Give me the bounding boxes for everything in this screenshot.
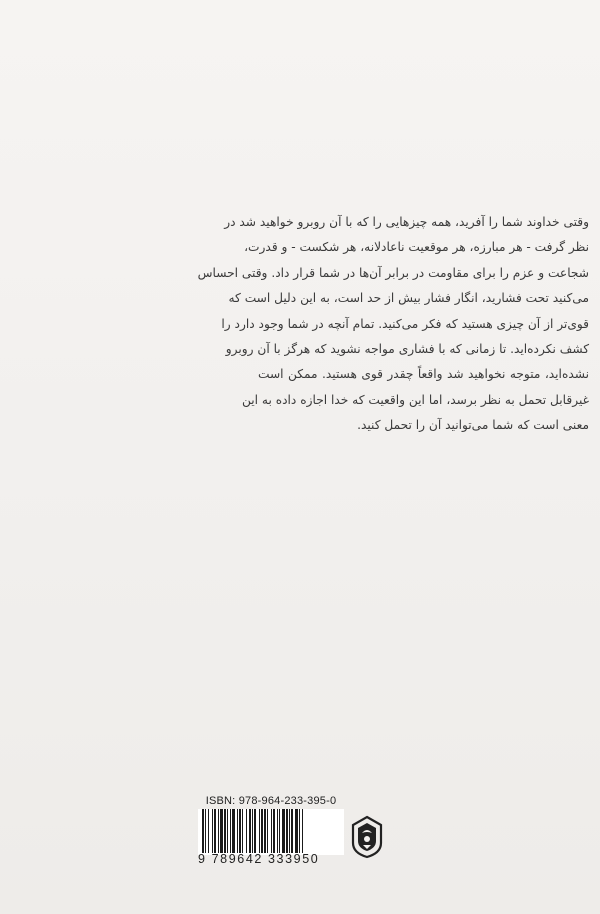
blurb-line: نشده‌اید، متوجه نخواهید شد واقعاً چقدر قوی هستید. ممکن است — [258, 367, 589, 382]
back-cover-blurb — [197, 210, 589, 439]
publisher-emblem-icon — [350, 815, 384, 859]
blurb-line: نظر گرفت - هر مبارزه، هر موقعیت ناعادلانه، هر شکست - و قدرت، — [244, 240, 589, 255]
isbn-barcode-block — [198, 795, 398, 870]
barcode-bars — [198, 809, 344, 853]
blurb-line: شجاعت و عزم را برای مقاومت در برابر آن‌ها در شما قرار داد. وقتی احساس — [197, 265, 589, 280]
blurb-line: وقتی خداوند شما را آفرید، همه چیزهایی را که با آن روبرو خواهید شد در — [224, 215, 589, 229]
barcode-digits: 9 789642 333950 — [198, 852, 320, 866]
blurb-line: می‌کنید تحت فشارید، انگار فشار بیش از حد است، به این دلیل است که — [228, 291, 589, 306]
blurb-line: کشف نکرده‌اید. تا زمانی که با فشاری مواجه نشوید که هرگز با آن روبرو — [225, 341, 589, 356]
blurb-line: قوی‌تر از آن چیزی هستید که فکر می‌کنید. تمام آنچه در شما وجود دارد را — [221, 316, 589, 331]
barcode — [198, 809, 344, 855]
blurb-line: معنی است که شما می‌توانید آن را تحمل کنید. — [357, 418, 589, 433]
blurb-line: غیرقابل تحمل به نظر برسد، اما این واقعیت که خدا اجازه داده به این — [241, 392, 589, 407]
isbn-label: ISBN: 978-964-233-395-0 — [205, 795, 337, 807]
